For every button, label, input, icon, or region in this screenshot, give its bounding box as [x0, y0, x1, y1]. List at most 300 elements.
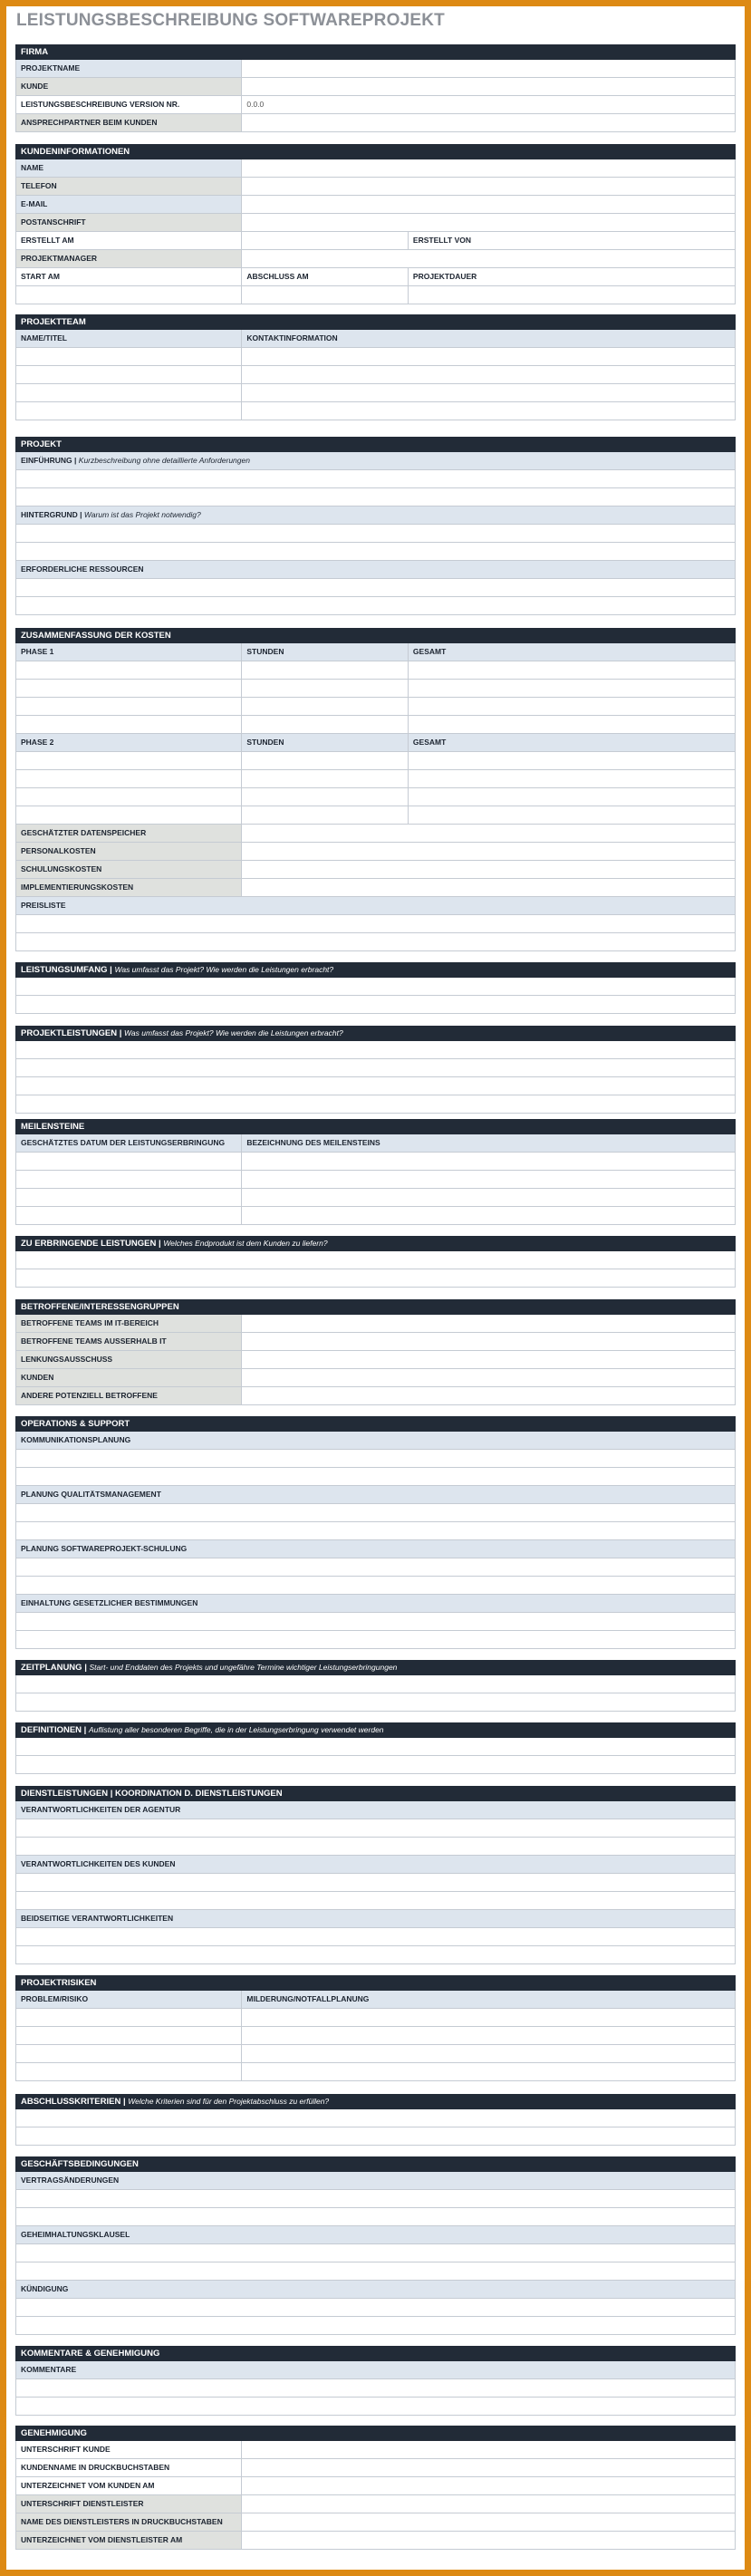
- field-label: GESCHÄTZTES DATUM DER LEISTUNGSERBRINGUNG: [16, 1134, 242, 1152]
- input-field[interactable]: [242, 861, 735, 878]
- form-row: [15, 1558, 736, 1577]
- form-row: [15, 232, 736, 250]
- form-row: [15, 2299, 736, 2317]
- form-row: [15, 402, 736, 420]
- input-field[interactable]: [16, 2317, 735, 2334]
- input-field[interactable]: [409, 788, 735, 806]
- input-field[interactable]: [16, 978, 735, 995]
- form-row: [15, 507, 736, 525]
- input-field[interactable]: [16, 1450, 735, 1467]
- input-field[interactable]: [16, 1874, 735, 1891]
- input-field[interactable]: [16, 1207, 242, 1224]
- form-row: [15, 978, 736, 996]
- form-row: [15, 643, 736, 661]
- input-field[interactable]: [16, 402, 242, 420]
- field-label: KOMMENTARE: [16, 2361, 735, 2378]
- input-field[interactable]: [16, 1631, 735, 1648]
- form-row: [15, 159, 736, 178]
- input-field[interactable]: [16, 788, 242, 806]
- field-label: UNTERZEICHNET VOM KUNDEN AM: [16, 2477, 242, 2494]
- input-field[interactable]: [16, 1468, 735, 1485]
- input-field[interactable]: [242, 1333, 735, 1350]
- document-sheet: [6, 6, 745, 2570]
- input-field[interactable]: [16, 661, 242, 679]
- section-hint: Was umfasst das Projekt? Wie werden die Leistungen erbracht?: [124, 1028, 343, 1037]
- input-field[interactable]: [16, 384, 242, 401]
- form-row: [15, 268, 736, 286]
- input-field[interactable]: [16, 1558, 735, 1576]
- form-row: [15, 806, 736, 825]
- field-label: NAME: [16, 159, 242, 177]
- field-label: UNTERSCHRIFT DIENSTLEISTER: [16, 2495, 242, 2513]
- section-hint: Welches Endprodukt ist dem Kunden zu liefern?: [163, 1239, 328, 1248]
- input-field[interactable]: [16, 1059, 735, 1076]
- field-label: GESAMT: [409, 734, 735, 751]
- field-label: LEISTUNGSBESCHREIBUNG VERSION NR.: [16, 96, 242, 113]
- input-field[interactable]: [16, 1095, 735, 1113]
- input-field[interactable]: [16, 470, 735, 487]
- input-field[interactable]: [16, 1613, 735, 1630]
- section-header: [15, 2094, 736, 2109]
- form-row: [15, 1856, 736, 1874]
- field-label: PROBLEM/RISIKO: [16, 1991, 242, 2008]
- input-field[interactable]: [16, 1928, 735, 1945]
- form-row: [15, 788, 736, 806]
- field-label: BETROFFENE TEAMS AUSSERHALB IT: [16, 1333, 242, 1350]
- input-field[interactable]: [242, 2441, 735, 2458]
- form-row: [15, 597, 736, 615]
- input-field[interactable]: [409, 680, 735, 697]
- section-header: [15, 1660, 736, 1675]
- input-field[interactable]: [242, 366, 735, 383]
- input-field[interactable]: [16, 2109, 735, 2127]
- section-header: [15, 1236, 736, 1251]
- form-row: [15, 716, 736, 734]
- input-field[interactable]: [409, 752, 735, 769]
- form-row: [15, 915, 736, 933]
- form-row: [15, 1756, 736, 1774]
- form-row: [15, 2441, 736, 2459]
- section-title: LEISTUNGSUMFANG: [21, 965, 108, 975]
- form-row: [15, 2226, 736, 2244]
- input-field[interactable]: [242, 825, 735, 842]
- input-field[interactable]: [409, 770, 735, 787]
- section-firma: [15, 44, 736, 132]
- form-row: [15, 452, 736, 470]
- input-field[interactable]: [242, 1315, 735, 1332]
- input-field[interactable]: [242, 250, 735, 267]
- input-field[interactable]: [16, 806, 242, 824]
- input-field[interactable]: [409, 286, 735, 304]
- form-row: [15, 1207, 736, 1225]
- section-meilensteine: [15, 1119, 736, 1225]
- form-row: [15, 879, 736, 897]
- field-label: GESCHÄTZTER DATENSPEICHER: [16, 825, 242, 842]
- input-field[interactable]: [16, 698, 242, 715]
- form-row: [15, 525, 736, 543]
- input-field[interactable]: [242, 114, 735, 131]
- form-row: [15, 1387, 736, 1405]
- section-title: ZU ERBRINGENDE LEISTUNGEN: [21, 1239, 157, 1249]
- form-row: [15, 1134, 736, 1153]
- input-field[interactable]: [16, 770, 242, 787]
- section-title: PROJEKTTEAM: [21, 317, 86, 327]
- section-zeit: [15, 1660, 736, 1712]
- field-label: ANDERE POTENZIELL BETROFFENE: [16, 1387, 242, 1404]
- form-row: [15, 384, 736, 402]
- section-leistungen: [15, 1026, 736, 1114]
- input-field[interactable]: [16, 1041, 735, 1058]
- section-hint: Welche Kriterien sind für den Projektabschluss zu erfüllen?: [128, 2097, 330, 2106]
- input-field[interactable]: [16, 2045, 242, 2062]
- form-row: [15, 96, 736, 114]
- input-field[interactable]: [242, 232, 409, 249]
- input-field[interactable]: [16, 348, 242, 365]
- form-row: [15, 1738, 736, 1756]
- input-field[interactable]: [16, 1269, 735, 1287]
- form-row: [15, 2532, 736, 2550]
- section-kommentare: [15, 2346, 736, 2416]
- header-separator: |: [120, 2097, 129, 2107]
- form-row: [15, 933, 736, 951]
- input-field[interactable]: [16, 2063, 242, 2080]
- input-field[interactable]: [16, 2379, 735, 2397]
- section-header: [15, 962, 736, 978]
- section-title: ZUSAMMENFASSUNG DER KOSTEN: [21, 631, 171, 641]
- input-field[interactable]: [16, 366, 242, 383]
- label-hint: Warum ist das Projekt notwendig?: [83, 510, 201, 519]
- form-row: [15, 2317, 736, 2335]
- form-row: [15, 214, 736, 232]
- section-abschluss: [15, 2094, 736, 2146]
- form-row: [15, 2459, 736, 2477]
- input-field[interactable]: [16, 1892, 735, 1909]
- input-field[interactable]: [16, 1189, 242, 1206]
- section-header: [15, 2156, 736, 2172]
- field-label: BEIDSEITIGE VERANTWORTLICHKEITEN: [16, 1910, 735, 1927]
- input-field[interactable]: [242, 698, 409, 715]
- input-field[interactable]: [409, 661, 735, 679]
- form-row: [15, 770, 736, 788]
- form-row: [15, 2109, 736, 2127]
- input-field[interactable]: [242, 680, 409, 697]
- section-title: PROJEKT: [21, 439, 62, 449]
- form-row: [15, 250, 736, 268]
- input-field[interactable]: [16, 996, 735, 1013]
- input-field[interactable]: [242, 788, 409, 806]
- section-header: [15, 1416, 736, 1432]
- input-field[interactable]: [242, 384, 735, 401]
- field-label: PREISLISTE: [16, 897, 735, 914]
- form-row: [15, 1333, 736, 1351]
- input-field[interactable]: [16, 2027, 242, 2044]
- header-separator: |: [82, 1725, 89, 1735]
- input-field[interactable]: [16, 1756, 735, 1773]
- section-hint: Was umfasst das Projekt? Wie werden die Leistungen erbracht?: [114, 965, 334, 974]
- field-label: PLANUNG SOFTWAREPROJEKT-SCHULUNG: [16, 1540, 735, 1558]
- form-row: [15, 2244, 736, 2262]
- input-field[interactable]: [242, 402, 735, 420]
- section-definitionen: [15, 1722, 736, 1774]
- label-separator: |: [77, 510, 84, 519]
- form-row: [15, 1251, 736, 1269]
- input-field[interactable]: [242, 348, 735, 365]
- field-label: PERSONALKOSTEN: [16, 843, 242, 860]
- section-header: [15, 1299, 736, 1315]
- form-row: [15, 825, 736, 843]
- input-field[interactable]: [16, 543, 735, 560]
- input-field[interactable]: [16, 1171, 242, 1188]
- form-row: [15, 2027, 736, 2045]
- field-label: KUNDENNAME IN DRUCKBUCHSTABEN: [16, 2459, 242, 2476]
- form-row: [15, 1315, 736, 1333]
- field-label: PROJEKTDAUER: [412, 272, 477, 281]
- field-label: PHASE 2: [16, 734, 242, 751]
- input-field[interactable]: [242, 2063, 735, 2080]
- input-field[interactable]: [242, 2027, 735, 2044]
- input-field[interactable]: [242, 214, 735, 231]
- input-field[interactable]: [242, 661, 409, 679]
- form-row: [15, 2477, 736, 2495]
- section-title: KOMMENTARE & GENEHMIGUNG: [21, 2349, 160, 2359]
- input-field[interactable]: [409, 806, 735, 824]
- input-field[interactable]: [242, 1171, 735, 1188]
- input-field[interactable]: [242, 1351, 735, 1368]
- input-field[interactable]: [242, 770, 409, 787]
- input-field[interactable]: [16, 1522, 735, 1539]
- input-field[interactable]: [242, 60, 735, 77]
- input-field[interactable]: [16, 488, 735, 506]
- input-field[interactable]: [16, 1675, 735, 1693]
- form-row: [15, 1432, 736, 1450]
- input-field[interactable]: [242, 2459, 735, 2476]
- form-row: [15, 1675, 736, 1693]
- input-field[interactable]: [242, 1369, 735, 1386]
- input-field[interactable]: [242, 1189, 735, 1206]
- form-row: [15, 1801, 736, 1819]
- form-row: [15, 1189, 736, 1207]
- input-field[interactable]: [409, 716, 735, 733]
- input-field[interactable]: [16, 1577, 735, 1594]
- section-title: PROJEKTLEISTUNGEN: [21, 1028, 118, 1038]
- section-header: [15, 2346, 736, 2361]
- form-row: [15, 1631, 736, 1649]
- form-row: [15, 1928, 736, 1946]
- field-label: UNTERSCHRIFT KUNDE: [16, 2441, 242, 2458]
- label-separator: |: [72, 456, 79, 465]
- section-header: [15, 1722, 736, 1738]
- header-separator: |: [156, 1239, 164, 1249]
- input-field[interactable]: [409, 698, 735, 715]
- input-field[interactable]: [242, 286, 409, 304]
- form-row: [15, 1171, 736, 1189]
- form-row: [15, 1468, 736, 1486]
- form-row: [15, 2513, 736, 2532]
- form-row: [15, 1095, 736, 1114]
- section-title: BETROFFENE/INTERESSENGRUPPEN: [21, 1302, 179, 1312]
- field-label: PROJEKTNAME: [16, 60, 242, 77]
- field-label: VERANTWORTLICHKEITEN DES KUNDEN: [16, 1856, 735, 1873]
- input-field[interactable]: [242, 2009, 735, 2026]
- field-label: STUNDEN: [242, 734, 409, 751]
- version-number: 0.0.0: [246, 100, 265, 109]
- input-field[interactable]: [16, 1077, 735, 1095]
- label-text: EINFÜHRUNG: [21, 456, 72, 465]
- section-erbringende: [15, 1236, 736, 1288]
- input-field[interactable]: [16, 2127, 735, 2145]
- input-field[interactable]: [242, 2513, 735, 2531]
- input-field[interactable]: [242, 2532, 735, 2549]
- form-row: [15, 2398, 736, 2416]
- section-header: [15, 44, 736, 60]
- form-row: [15, 60, 736, 78]
- form-row: [15, 1595, 736, 1613]
- form-row: [15, 114, 736, 132]
- section-header: [15, 1786, 736, 1801]
- form-row: [15, 996, 736, 1014]
- input-field[interactable]: [16, 579, 735, 596]
- input-field[interactable]: [16, 2398, 735, 2415]
- section-genehmigung: [15, 2426, 736, 2550]
- form-row: [15, 752, 736, 770]
- input-field[interactable]: [242, 2495, 735, 2513]
- input-field[interactable]: [16, 1251, 735, 1269]
- input-field[interactable]: [16, 1838, 735, 1855]
- input-field[interactable]: [16, 1153, 242, 1170]
- form-row: [15, 196, 736, 214]
- input-field[interactable]: [16, 525, 735, 542]
- form-row: [15, 1269, 736, 1288]
- input-field[interactable]: [242, 879, 735, 896]
- input-field[interactable]: [16, 2299, 735, 2316]
- section-header: [15, 628, 736, 643]
- input-field[interactable]: [242, 1153, 735, 1170]
- input-field[interactable]: [242, 2477, 735, 2494]
- input-field[interactable]: [242, 159, 735, 177]
- field-label: TELEFON: [16, 178, 242, 195]
- form-row: [15, 2127, 736, 2146]
- field-label: GESAMT: [409, 643, 735, 661]
- section-kunden: [15, 144, 736, 304]
- input-field[interactable]: [16, 680, 242, 697]
- input-field[interactable]: [16, 716, 242, 733]
- form-row: [15, 78, 736, 96]
- form-row: [15, 2063, 736, 2081]
- form-row: [15, 1351, 736, 1369]
- field-label: NAME DES DIENSTLEISTERS IN DRUCKBUCHSTABEN: [16, 2513, 242, 2531]
- form-row: [15, 698, 736, 716]
- form-row: [15, 1577, 736, 1595]
- form-row: [15, 366, 736, 384]
- form-row: [15, 1041, 736, 1059]
- input-field[interactable]: [16, 1738, 735, 1755]
- form-row: [15, 2361, 736, 2379]
- input-field[interactable]: [16, 286, 242, 304]
- form-row: [15, 1077, 736, 1095]
- input-field[interactable]: [16, 933, 735, 950]
- input-field[interactable]: [242, 178, 735, 195]
- field-label: BETROFFENE TEAMS IM IT-BEREICH: [16, 1315, 242, 1332]
- section-title: FIRMA: [21, 47, 49, 57]
- form-row: [15, 2190, 736, 2208]
- form-row: [15, 2208, 736, 2226]
- section-header: [15, 1119, 736, 1134]
- section-header: [15, 1026, 736, 1041]
- field-label: GEHEIMHALTUNGSKLAUSEL: [16, 2226, 735, 2243]
- form-row: [15, 2045, 736, 2063]
- input-field[interactable]: [16, 1504, 735, 1521]
- form-row: [15, 488, 736, 507]
- section-title: GESCHÄFTSBEDINGUNGEN: [21, 2159, 139, 2169]
- label-hint: Kurzbeschreibung ohne detaillierte Anforderungen: [78, 456, 250, 465]
- field-label: VERANTWORTLICHKEITEN DER AGENTUR: [16, 1801, 735, 1819]
- input-field[interactable]: [16, 2244, 735, 2262]
- input-field[interactable]: [16, 1819, 735, 1837]
- form-row: [15, 1910, 736, 1928]
- form-row: [15, 2262, 736, 2281]
- field-label: START AM: [16, 268, 242, 285]
- input-field[interactable]: [242, 2045, 735, 2062]
- input-field[interactable]: [16, 2262, 735, 2280]
- page-title: LEISTUNGSBESCHREIBUNG SOFTWAREPROJEKT: [16, 11, 445, 30]
- input-field[interactable]: [242, 78, 735, 95]
- field-label: VERTRAGSÄNDERUNGEN: [16, 2172, 735, 2189]
- form-row: [15, 1059, 736, 1077]
- field-label: [16, 507, 735, 524]
- form-row: [15, 2379, 736, 2398]
- input-field[interactable]: [242, 1387, 735, 1404]
- form-row: [15, 1874, 736, 1892]
- field-label: UNTERZEICHNET VOM DIENSTLEISTER AM: [16, 2532, 242, 2549]
- input-field[interactable]: [16, 2208, 735, 2225]
- input-field[interactable]: [16, 597, 735, 614]
- input-field[interactable]: [242, 196, 735, 213]
- field-label: LENKUNGSAUSSCHUSS: [16, 1351, 242, 1368]
- section-projekt: [15, 437, 736, 615]
- input-field[interactable]: [16, 1693, 735, 1711]
- field-label: ERSTELLT AM: [16, 232, 242, 249]
- form-row: [15, 470, 736, 488]
- field-label: KOMMUNIKATIONSPLANUNG: [16, 1432, 735, 1449]
- form-row: [15, 734, 736, 752]
- input-field[interactable]: [242, 752, 409, 769]
- input-field[interactable]: [16, 1946, 735, 1963]
- form-row: [15, 680, 736, 698]
- input-field[interactable]: [16, 2009, 242, 2026]
- input-field[interactable]: [242, 843, 735, 860]
- input-field[interactable]: [16, 915, 735, 932]
- section-umfang: [15, 962, 736, 1014]
- section-hint: Auflistung aller besonderen Begriffe, die in der Leistungserbringung verwendet werden: [88, 1725, 384, 1734]
- input-field[interactable]: [242, 806, 409, 824]
- header-separator: |: [117, 1028, 125, 1038]
- input-field[interactable]: [16, 752, 242, 769]
- field-label: NAME/TITEL: [16, 330, 242, 347]
- input-field[interactable]: [242, 716, 409, 733]
- section-header: [15, 314, 736, 330]
- label-text: HINTERGRUND: [21, 510, 78, 519]
- form-row: [15, 330, 736, 348]
- input-field[interactable]: [16, 2190, 735, 2207]
- form-row: [15, 1991, 736, 2009]
- form-row: [15, 897, 736, 915]
- field-label: EINHALTUNG GESETZLICHER BESTIMMUNGEN: [16, 1595, 735, 1612]
- field-label: PLANUNG QUALITÄTSMANAGEMENT: [16, 1486, 735, 1503]
- section-title: DEFINITIONEN: [21, 1725, 82, 1735]
- field-label: MILDERUNG/NOTFALLPLANUNG: [242, 1991, 735, 2008]
- field-label: KUNDE: [16, 78, 242, 95]
- input-field[interactable]: [242, 1207, 735, 1224]
